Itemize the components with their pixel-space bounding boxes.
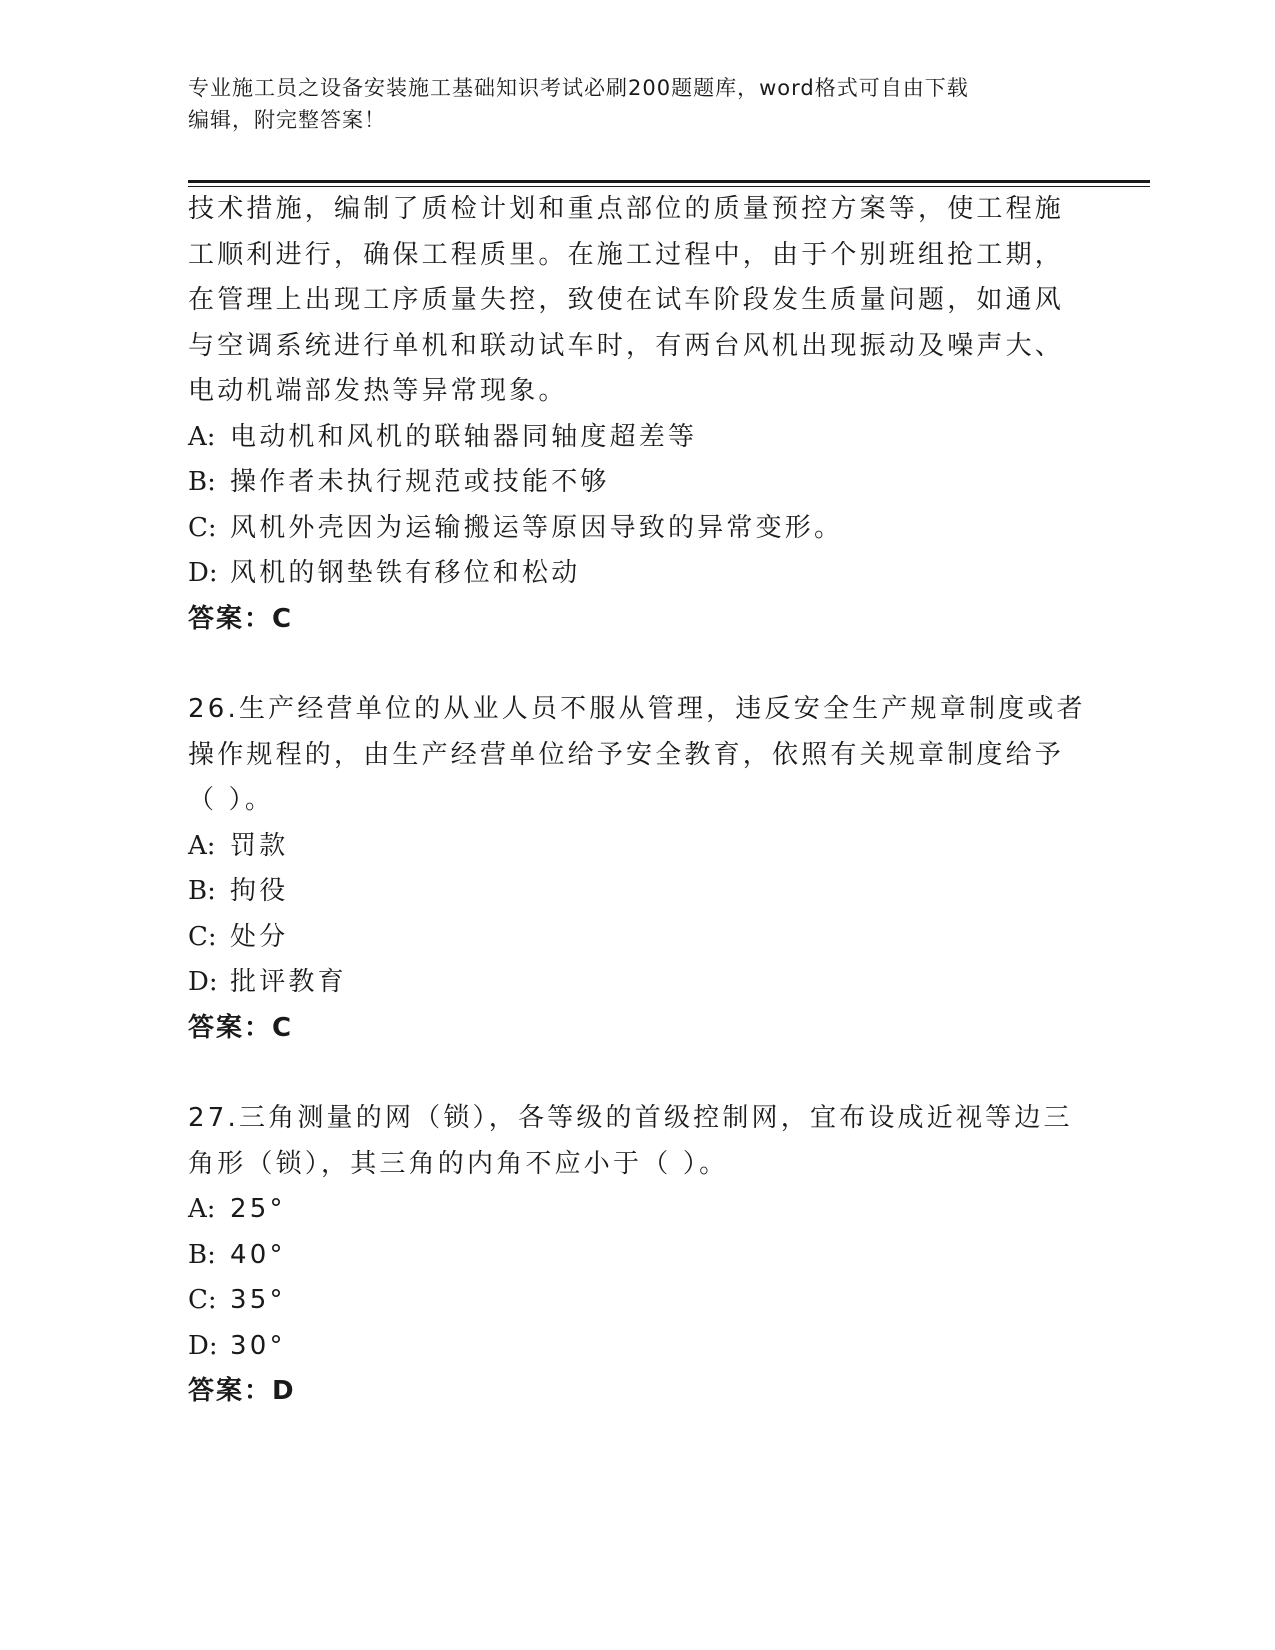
question-block-25 — [188, 187, 1088, 642]
option-key: B: — [188, 467, 216, 497]
question-stem-line: 27.三角测量的网（锁），各等级的首级控制网，宜布设成近视等边三 — [188, 1103, 1073, 1133]
option-text: 40° — [230, 1239, 286, 1270]
option-key: D: — [188, 967, 218, 997]
option-a — [188, 1187, 1088, 1233]
option-d — [188, 551, 1088, 597]
option-a — [188, 415, 1088, 461]
option-text: 30° — [230, 1330, 286, 1361]
option-key: C: — [188, 921, 217, 952]
question-stem-line: 工顺利进行，确保工程质里。在施工过程中，由于个别班组抢工期， — [188, 239, 1065, 270]
option-text: 35° — [230, 1285, 286, 1315]
option-c — [188, 915, 1088, 961]
option-text: 电动机和风机的联轴器同轴度超差等 — [230, 421, 698, 452]
option-key: A: — [188, 830, 216, 861]
header-title-line-2: 编辑，附完整答案！ — [188, 108, 386, 132]
option-key: A: — [188, 1194, 216, 1224]
spacer — [188, 1051, 1088, 1096]
question-block-27 — [188, 1096, 1088, 1415]
option-key: A: — [188, 421, 216, 452]
option-key: B: — [188, 876, 216, 906]
header-title-line-1: 专业施工员之设备安装施工基础知识考试必刷200题题库，word格式可自由下载 — [188, 76, 969, 100]
option-text: 风机外壳因为运输搬运等原因导致的异常变形。 — [230, 512, 844, 543]
question-stem-line: 电动机端部发热等异常现象。 — [188, 376, 568, 406]
option-text: 风机的钢垫铁有移位和松动 — [230, 558, 581, 588]
header-divider — [188, 180, 1150, 187]
option-b — [188, 460, 1088, 506]
question-block-26 — [188, 687, 1088, 1051]
option-text: 25° — [230, 1194, 286, 1224]
option-c — [188, 506, 1088, 552]
question-stem-line: （ ）。 — [188, 785, 275, 815]
question-stem-line: 操作规程的，由生产经营单位给予安全教育，依照有关规章制度给予 — [188, 739, 1065, 770]
option-key: C: — [188, 1285, 217, 1315]
document-body — [188, 187, 1088, 1415]
option-text: 批评教育 — [230, 967, 347, 997]
option-text: 罚款 — [230, 830, 289, 861]
option-text: 操作者未执行规范或技能不够 — [230, 467, 610, 497]
answer-line: 答案：C — [188, 603, 294, 634]
question-stem-line: 26.生产经营单位的从业人员不服从管理，违反安全生产规章制度或者 — [188, 694, 1086, 724]
answer-line: 答案：D — [188, 1376, 296, 1406]
option-b — [188, 869, 1088, 915]
option-d — [188, 960, 1088, 1006]
option-text: 处分 — [230, 921, 289, 952]
answer-line: 答案：C — [188, 1012, 294, 1043]
option-key: B: — [188, 1239, 216, 1270]
question-stem-line: 在管理上出现工序质量失控，致使在试车阶段发生质量问题，如通风 — [188, 285, 1065, 315]
question-stem-line: 角形（锁），其三角的内角不应小于（ ）。 — [188, 1148, 729, 1179]
option-key: D: — [188, 1330, 218, 1361]
option-key: D: — [188, 558, 218, 588]
spacer — [188, 642, 1088, 687]
page-header — [188, 72, 1088, 136]
option-key: C: — [188, 512, 217, 543]
question-stem-line: 技术措施，编制了质检计划和重点部位的质量预控方案等，使工程施 — [188, 194, 1065, 224]
option-c — [188, 1278, 1088, 1324]
option-a — [188, 824, 1088, 870]
option-text: 拘役 — [230, 876, 289, 906]
option-d — [188, 1324, 1088, 1370]
question-stem-line: 与空调系统进行单机和联动试车时，有两台风机出现振动及噪声大、 — [188, 330, 1065, 361]
option-b — [188, 1233, 1088, 1279]
